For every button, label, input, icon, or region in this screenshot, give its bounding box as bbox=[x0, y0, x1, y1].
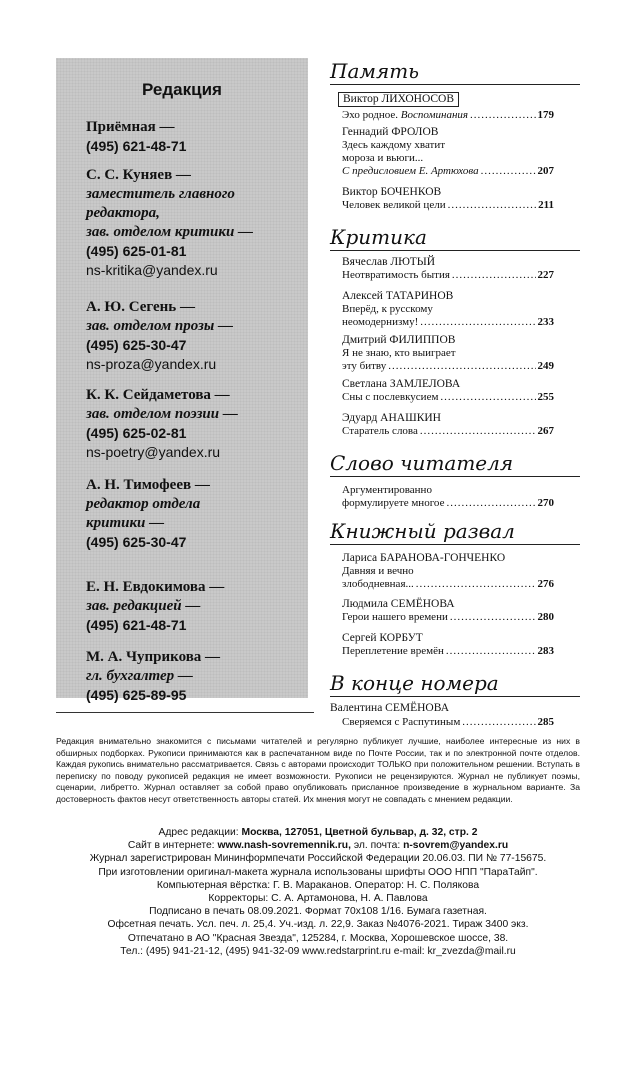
toc-author: Эдуард АНАШКИН bbox=[342, 412, 441, 424]
toc-entry[interactable] bbox=[342, 552, 554, 591]
toc-entry[interactable] bbox=[342, 290, 554, 329]
toc-author: Светлана ЗАМЛЕЛОВА bbox=[342, 378, 461, 390]
toc-title: злободневная... bbox=[342, 578, 414, 590]
site-line bbox=[56, 839, 580, 852]
staff-role: зав. отделом поэзии — bbox=[86, 406, 238, 422]
toc-page: 211 bbox=[538, 199, 554, 211]
toc-entry[interactable] bbox=[342, 126, 554, 178]
staff-name: А. Ю. Сегень — bbox=[86, 299, 195, 315]
toc-page: 255 bbox=[537, 391, 554, 403]
toc-note: С предисловием Е. Артюхова bbox=[342, 165, 479, 177]
staff-phone: (495) 625-01-81 bbox=[86, 243, 187, 259]
registration-line: Журнал зарегистрирован Мининформпечати Российской Федерации 20.06.03. ПИ № 77-15675. bbox=[89, 853, 547, 865]
section-kritika-heading: Критика bbox=[330, 226, 580, 251]
editorial-notice: Редакция внимательно знакомится с письмами читателей и регулярно публикует лучшие, наиболее интересные из них в обширных подборках. Рукописи принимаются как в распечатанном виде по Почте России, так и по электронной почте отделов. Каждая рукопись внимательно рассматривается. Связь с авторами происходит ТОЛЬКО при положительном решении. Вступать в переписку по поводу рукописей редакция не имеет возможности. Рукописи не рецензируются. Журнал не публикует поэмы, сценарии, либретто. Журнал оставляет за собой право опубликовать присланное произведение в журнальном варианте. За достоверность фактов несут ответственность авторы статей. Их мнения могут не совпадать с мнением редакции. bbox=[56, 736, 580, 804]
staff-phone: (495) 621-48-71 bbox=[86, 617, 187, 633]
staff-segen bbox=[86, 298, 306, 374]
staff-phone: (495) 625-89-95 bbox=[86, 687, 187, 703]
site-link[interactable]: www.nash-sovremennik.ru, bbox=[217, 840, 351, 852]
staff-role: зав. отделом критики — bbox=[86, 224, 254, 240]
staff-role: редактор отдела bbox=[86, 496, 201, 512]
toc-title: Переплетение времён bbox=[342, 645, 444, 657]
toc-entry[interactable] bbox=[342, 598, 554, 624]
toc-page: 233 bbox=[537, 316, 554, 328]
email-label: эл. почта: bbox=[353, 840, 401, 852]
toc-entry[interactable] bbox=[342, 256, 554, 282]
toc-entry-line[interactable] bbox=[342, 716, 554, 729]
staff-name: А. Н. Тимофеев — bbox=[86, 477, 210, 493]
toc-author: Виктор ЛИХОНОСОВ bbox=[338, 92, 459, 107]
toc-title: Вперёд, к русскому bbox=[342, 303, 433, 315]
layout-line: Компьютерная вёрстка: Г. В. Мараканов. Оператор: Н. С. Полякова bbox=[156, 879, 480, 891]
toc-author: Геннадий ФРОЛОВ bbox=[342, 126, 439, 138]
toc-page: 270 bbox=[537, 497, 554, 509]
staff-chuprikova bbox=[86, 648, 306, 705]
reception-block bbox=[86, 118, 306, 156]
reception-phone: (495) 621-48-71 bbox=[86, 138, 187, 154]
toc-page: 276 bbox=[537, 578, 554, 590]
toc-title-italic: Воспоминания bbox=[400, 109, 469, 121]
toc-title: Герои нашего времени bbox=[342, 611, 448, 623]
toc-author: Валентина СЕМЁНОВА bbox=[330, 702, 449, 714]
toc-title: Старатель слова bbox=[342, 425, 418, 437]
toc-title: Сверяемся с Распутиным bbox=[342, 716, 461, 728]
toc-entry[interactable] bbox=[330, 702, 570, 715]
toc-page: 285 bbox=[537, 716, 554, 728]
toc-entry[interactable] bbox=[342, 378, 554, 404]
toc-author: Вячеслав ЛЮТЫЙ bbox=[342, 256, 436, 268]
toc-title: Аргументированно bbox=[342, 484, 432, 496]
toc-author: Лариса БАРАНОВА-ГОНЧЕНКО bbox=[342, 552, 506, 564]
staff-role: заместитель главного bbox=[86, 186, 235, 202]
staff-kunyaev bbox=[86, 166, 306, 280]
staff-email[interactable]: ns-proza@yandex.ru bbox=[86, 356, 217, 372]
staff-phone: (495) 625-30-47 bbox=[86, 337, 187, 353]
toc-page: 207 bbox=[537, 165, 554, 177]
toc-author: Людмила СЕМЁНОВА bbox=[342, 598, 455, 610]
toc-author: Виктор БОЧЕНКОВ bbox=[342, 186, 442, 198]
toc-title: формулируете многое bbox=[342, 497, 445, 509]
staff-role: гл. бухгалтер — bbox=[86, 668, 193, 684]
section-pamyat-heading: Память bbox=[330, 60, 580, 85]
toc-entry[interactable] bbox=[342, 412, 554, 438]
site-label: Сайт в интернете: bbox=[127, 840, 215, 852]
staff-timofeev bbox=[86, 476, 306, 552]
staff-seydametova bbox=[86, 386, 306, 462]
toc-entry[interactable] bbox=[342, 484, 554, 510]
toc-title: Человек великой цели bbox=[342, 199, 446, 211]
toc-title: мороза и вьюги... bbox=[342, 152, 424, 164]
section-konec-heading: В конце номера bbox=[330, 672, 580, 697]
divider bbox=[56, 712, 314, 713]
toc-page: 179 bbox=[537, 109, 554, 121]
staff-email[interactable]: ns-kritika@yandex.ru bbox=[86, 262, 218, 278]
toc-page: 249 bbox=[537, 360, 554, 372]
section-razval-heading: Книжный развал bbox=[330, 520, 580, 545]
printed-line: Отпечатано в АО "Красная Звезда", 125284, г. Москва, Хорошевское шоссе, 38. bbox=[127, 932, 509, 944]
toc-title: Давняя и вечно bbox=[342, 565, 414, 577]
imprint-block bbox=[56, 826, 580, 958]
staff-email[interactable]: ns-poetry@yandex.ru bbox=[86, 444, 221, 460]
toc-entry[interactable] bbox=[342, 186, 554, 212]
email-link[interactable]: n-sovrem@yandex.ru bbox=[403, 840, 509, 852]
toc-page: 227 bbox=[537, 269, 554, 281]
toc-title: Я не знаю, кто выиграет bbox=[342, 347, 456, 359]
toc-author: Алексей ТАТАРИНОВ bbox=[342, 290, 454, 302]
staff-name: К. К. Сейдаметова — bbox=[86, 387, 230, 403]
staff-role: зав. отделом прозы — bbox=[86, 318, 234, 334]
staff-phone: (495) 625-30-47 bbox=[86, 534, 187, 550]
address-line bbox=[56, 826, 580, 839]
toc-author: Дмитрий ФИЛИППОВ bbox=[342, 334, 456, 346]
toc-entry[interactable] bbox=[342, 92, 554, 122]
toc-entry[interactable] bbox=[342, 632, 554, 658]
staff-role: критики — bbox=[86, 515, 165, 531]
staff-evdokimova bbox=[86, 578, 306, 635]
staff-phone: (495) 625-02-81 bbox=[86, 425, 187, 441]
signed-line: Подписано в печать 08.09.2021. Формат 70х108 1/16. Бумага газетная. bbox=[149, 906, 487, 918]
section-slovo-heading: Слово читателя bbox=[330, 452, 580, 477]
staff-role: редактора, bbox=[86, 205, 160, 221]
proof-line: Корректоры: С. А. Артамонова, Н. А. Павлова bbox=[208, 893, 428, 905]
editorial-title: Редакция bbox=[142, 80, 222, 99]
toc-title: Неотвратимость бытия bbox=[342, 269, 450, 281]
toc-title: Здесь каждому хватит bbox=[342, 139, 446, 151]
staff-role: зав. редакцией — bbox=[86, 598, 201, 614]
staff-name: С. С. Куняев — bbox=[86, 167, 191, 183]
reception-label: Приёмная — bbox=[86, 119, 175, 135]
toc-title: Сны с послевкусием bbox=[342, 391, 439, 403]
toc-page: 267 bbox=[537, 425, 554, 437]
address-value: Москва, 127051, Цветной бульвар, д. 32, стр. 2 bbox=[241, 827, 478, 838]
fonts-line: При изготовлении оригинал-макета журнала использованы шрифты ООО НПП "ПараТайп". bbox=[98, 866, 538, 878]
print-line: Офсетная печать. Усл. печ. л. 25,4. Уч.-изд. л. 22,9. Заказ №4076-2021. Тираж 3400 экз. bbox=[107, 919, 529, 931]
toc-title: Эхо родное. bbox=[342, 109, 399, 121]
staff-name: Е. Н. Евдокимова — bbox=[86, 579, 225, 595]
tel-line: Тел.: (495) 941-21-12, (495) 941-32-09 www.redstarprint.ru e-mail: kr_zvezda@mail.ru bbox=[120, 945, 516, 957]
staff-name: М. А. Чуприкова — bbox=[86, 649, 221, 665]
toc-entry[interactable] bbox=[342, 334, 554, 373]
toc-title: эту битву bbox=[342, 360, 387, 372]
toc-page: 280 bbox=[537, 611, 554, 623]
toc-title: неомодернизму! bbox=[342, 316, 419, 328]
toc-author: Сергей КОРБУТ bbox=[342, 632, 423, 644]
editorial-panel bbox=[56, 58, 308, 703]
address-label: Адрес редакции: bbox=[158, 827, 239, 838]
toc-page: 283 bbox=[537, 645, 554, 657]
